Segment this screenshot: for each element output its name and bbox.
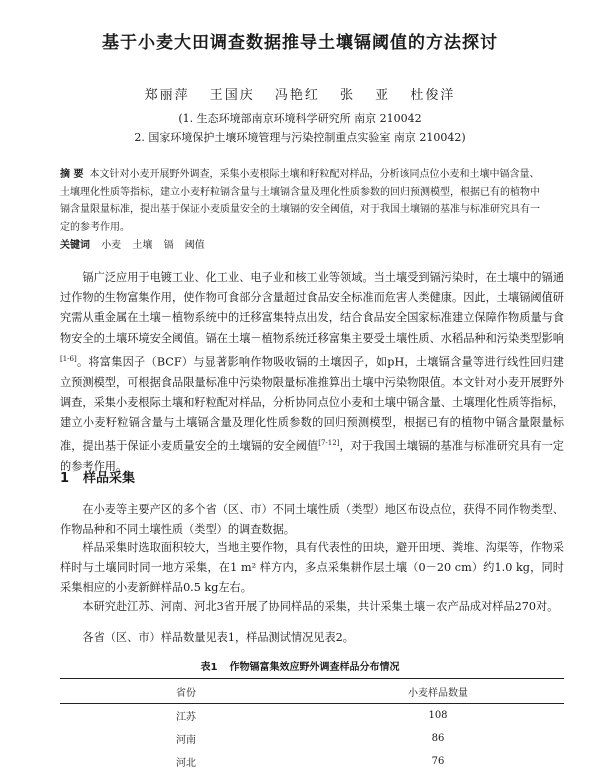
citation-ref: [1-6] bbox=[60, 354, 77, 363]
table-cell-province: 河南 bbox=[176, 735, 196, 746]
intro-text-2: 。将富集因子（BCF）与显著影响作物吸收镉的土壤因子，如pH，土壤镉含量等进行线性回归建立预测模型，可根据食品限量标准中污染物限量标准推算出土壤中污染物限值。本文针对小麦开展野外调查，采集小麦根际土壤和籽粒配对样品，分析协同点位小麦和土壤中镉含量、土壤理化性质等指标，建立小麦籽粒镉含量与土壤镉含量及理化性质参数的回归预测模型，根据已有的植物中镉含量限量标准，提出基于保证小麦质量安全的土壤镉的安全阈值 bbox=[60, 355, 564, 454]
citation-ref: [7-12] bbox=[318, 439, 340, 448]
table-cell-province: 江苏 bbox=[176, 712, 196, 723]
keywords-label: 关键词 bbox=[60, 240, 90, 251]
affiliation-2: 2. 国家环境保护土壤环境管理与污染控制重点实验室 南京 210042) bbox=[134, 131, 466, 144]
table-cell-count: 76 bbox=[431, 756, 445, 767]
body-paragraph: 各省（区、市）样品数量见表1，样品测试情况见表2。 bbox=[82, 631, 354, 644]
intro-text-1: 镉广泛应用于电镀工业、化工业、电子业和核工业等领域。当土壤受到镉污染时，在土壤中的镉通过作物的生物富集作用，使作物可食部分含量超过食品安全标准而危害人类健康。因此，土壤镉阈值研究需从重金属在土壤－植物系统中的迁移富集特点出发，结合食品安全国家标准建立保障作物质量与食物安全的土壤环境安全阈值。镉在土壤－植物系统迁移富集主要受土壤性质、水稻品种和污染类型影响 bbox=[60, 271, 564, 345]
keyword: 土壤 bbox=[132, 240, 153, 251]
intro-text-3: ，对于我国土壤镉的基准与标准研究具有一定的参考作用。 bbox=[60, 440, 564, 474]
table-header-count: 小麦样品数量 bbox=[312, 679, 564, 704]
sample-distribution-table bbox=[60, 678, 564, 773]
table-cell-count: 108 bbox=[428, 710, 448, 721]
author-list: 郑丽萍 王国庆 冯艳红 张 亚 杜俊洋 bbox=[144, 88, 456, 103]
table-row bbox=[60, 750, 564, 773]
body-paragraph: 样品采集时选取面积较大，当地主要作物，具有代表性的田块，避开田埂、粪堆、沟渠等，作物采样时与土壤同时同一地方采集，在1 m² 样方内，多点采集耕作层土壤（0－20 cm）约1.0 kg，同时采集相应的小麦新鲜样品0.5 kg左右。 bbox=[60, 541, 564, 595]
intro-paragraph bbox=[60, 268, 564, 478]
body-paragraph: 在小麦等主要产区的多个省（区、市）不同土壤性质（类型）地区布设点位，获得不同作物类型、作物品种和不同土壤性质（类型）的调查数据。 bbox=[60, 503, 564, 537]
section-title: 样品采集 bbox=[83, 471, 136, 486]
keywords bbox=[60, 236, 548, 251]
table-header-row bbox=[60, 679, 564, 704]
keyword: 小麦 bbox=[101, 240, 122, 251]
table-caption bbox=[0, 658, 600, 673]
body-paragraph: 本研究赴江苏、河南、河北3省开展了协同样品的采集，共计采集土壤－农产品成对样品270对。 bbox=[82, 600, 559, 613]
section-number: 1 bbox=[60, 471, 70, 486]
table-row bbox=[60, 727, 564, 750]
table-number: 表1 bbox=[200, 662, 218, 673]
abstract bbox=[60, 166, 548, 236]
table-cell-province: 河北 bbox=[176, 758, 196, 769]
paper-title: 基于小麦大田调查数据推导土壤镉阈值的方法探讨 bbox=[102, 33, 498, 53]
keyword: 镉 bbox=[163, 240, 174, 251]
abstract-text: 本文针对小麦开展野外调查，采集小麦根际土壤和籽粒配对样品，分析该同点位小麦和土壤中镉含量、土壤理化性质等指标，建立小麦籽粒镉含量与土壤镉含量及理化性质参数的回归预测模型，根据已有的植物中镉含量限量标准，提出基于保证小麦质量安全的土壤镉的安全阈值，对于我国土壤镉的基准与标准研究具有一定的参考作用。 bbox=[60, 169, 540, 233]
table-row bbox=[60, 704, 564, 728]
keyword: 阈值 bbox=[184, 240, 205, 251]
affiliation-1: (1. 生态环境部南京环境科学研究所 南京 210042 bbox=[178, 112, 422, 125]
abstract-label: 摘 要 bbox=[60, 169, 84, 180]
table-caption-text: 作物镉富集效应野外调查样品分布情况 bbox=[229, 662, 400, 673]
table-cell-count: 86 bbox=[431, 733, 445, 744]
section-heading bbox=[60, 467, 135, 486]
table-header-province: 省份 bbox=[60, 679, 312, 704]
